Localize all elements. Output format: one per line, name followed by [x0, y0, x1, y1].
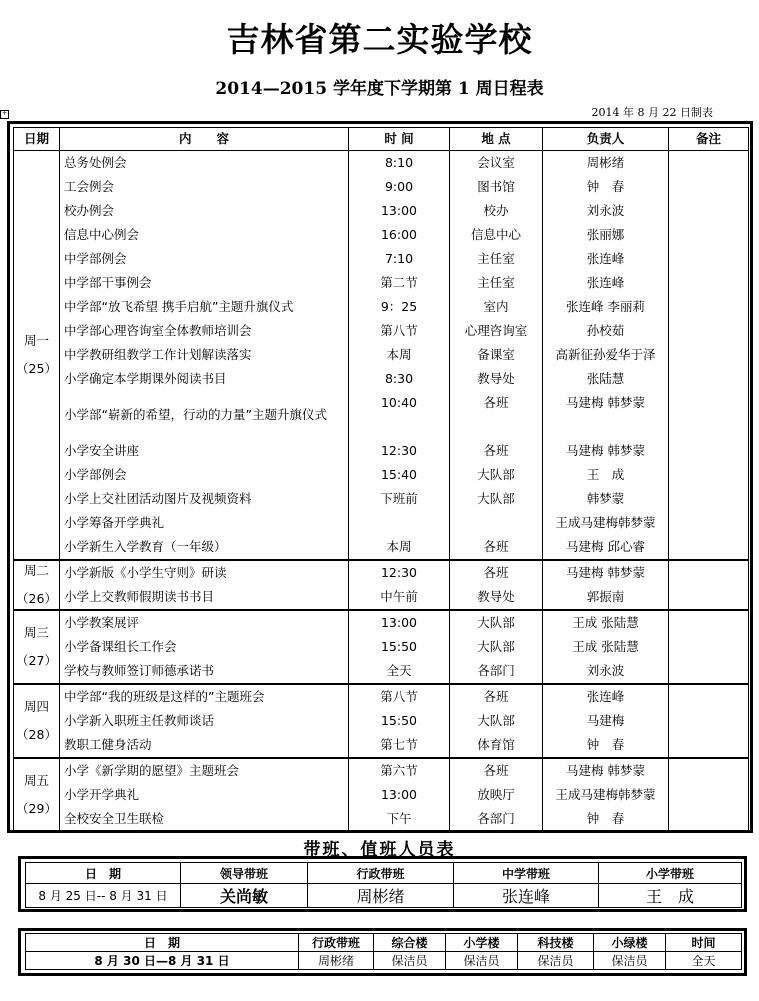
table-row [14, 319, 749, 343]
event-person: 王成马建梅韩梦蒙 [543, 783, 669, 807]
event-content: 校办例会 [60, 199, 349, 223]
schedule-table [13, 127, 749, 832]
event-note [669, 610, 749, 635]
event-content: 教职工健身活动 [60, 733, 349, 758]
table-row [14, 295, 749, 319]
duty-table2-header [26, 934, 742, 952]
duty2-header-date: 日 期 [26, 934, 299, 952]
event-time: 下班前 [349, 487, 450, 511]
col-header-person: 负责人 [543, 128, 669, 151]
event-place: 备课室 [450, 343, 543, 367]
event-time: 12:30 [349, 439, 450, 463]
event-person: 刘永波 [543, 659, 669, 684]
event-content: 中学部“放飞希望 携手启航”主题升旗仪式 [60, 295, 349, 319]
event-person: 张丽娜 [543, 223, 669, 247]
event-note [669, 511, 749, 535]
event-content: 小学上交社团活动图片及视频资料 [60, 487, 349, 511]
day-date: （26） [16, 591, 57, 606]
event-note [669, 439, 749, 463]
event-content: 小学开学典礼 [60, 783, 349, 807]
table-row [14, 439, 749, 463]
event-note [669, 271, 749, 295]
event-place: 体育馆 [450, 733, 543, 758]
day-cell [14, 151, 60, 561]
event-time: 15:50 [349, 635, 450, 659]
duty-table1-row [26, 884, 742, 908]
event-person: 张连峰 [543, 271, 669, 295]
event-time: 10:40 [349, 391, 450, 439]
event-content: 小学教案展评 [60, 610, 349, 635]
table-row [14, 367, 749, 391]
duty2-header-complex: 综合楼 [374, 934, 446, 952]
event-place: 主任室 [450, 271, 543, 295]
event-note [669, 463, 749, 487]
event-place: 大队部 [450, 463, 543, 487]
table-row [14, 635, 749, 659]
event-place: 会议室 [450, 151, 543, 176]
day-date: （28） [16, 727, 57, 742]
event-note [669, 733, 749, 758]
col-header-content: 内 容 [60, 128, 349, 151]
event-note [669, 367, 749, 391]
event-note [669, 487, 749, 511]
table-row [14, 709, 749, 733]
duty1-header-leader: 领导带班 [181, 863, 308, 884]
event-note [669, 343, 749, 367]
event-content: 小学安全讲座 [60, 439, 349, 463]
event-content: 学校与教师签订师德承诺书 [60, 659, 349, 684]
event-place: 各班 [450, 535, 543, 560]
event-content: 小学新版《小学生守则》研读 [60, 560, 349, 585]
table-row [14, 659, 749, 684]
duty2-date: 8 月 30 日—8 月 31 日 [26, 952, 299, 970]
day-label: 周四 [23, 699, 49, 714]
duty2-primary-bldg: 保洁员 [446, 952, 518, 970]
event-person: 郭振南 [543, 585, 669, 610]
duty-table-cleaning [25, 933, 742, 970]
event-person: 高新征孙爱华于泽 [543, 343, 669, 367]
table-row [14, 733, 749, 758]
event-person: 王成 张陆慧 [543, 610, 669, 635]
duty1-date: 8 月 25 日-- 8 月 31 日 [26, 884, 181, 908]
table-row [14, 684, 749, 709]
schedule-header-row [14, 128, 749, 151]
event-time: 第八节 [349, 684, 450, 709]
event-note [669, 758, 749, 783]
table-row [14, 807, 749, 832]
event-place: 大队部 [450, 709, 543, 733]
table-row [14, 199, 749, 223]
event-time: 7:10 [349, 247, 450, 271]
table-row [14, 223, 749, 247]
day-date: （27） [16, 653, 57, 668]
table-row [14, 585, 749, 610]
duty1-admin: 周彬绪 [308, 884, 454, 908]
event-note [669, 151, 749, 176]
event-person: 钟 春 [543, 175, 669, 199]
duty-table1-header [26, 863, 742, 884]
event-time: 9：25 [349, 295, 450, 319]
event-place: 各班 [450, 684, 543, 709]
event-note [669, 199, 749, 223]
event-place: 各部门 [450, 807, 543, 832]
table-row [14, 247, 749, 271]
event-content: 小学《新学期的愿望》主题班会 [60, 758, 349, 783]
event-place: 信息中心 [450, 223, 543, 247]
event-place: 校办 [450, 199, 543, 223]
event-content: 中学教研组教学工作计划解读落实 [60, 343, 349, 367]
duty2-green-bldg: 保洁员 [594, 952, 666, 970]
duty1-middle: 张连峰 [454, 884, 599, 908]
duty2-time: 全天 [666, 952, 742, 970]
duty-table-leaders [25, 862, 742, 908]
event-person: 张连峰 [543, 684, 669, 709]
event-time: 第八节 [349, 319, 450, 343]
event-person: 张连峰 [543, 247, 669, 271]
page-subtitle: 2014—2015 学年度下学期第 1 周日程表 [215, 79, 544, 99]
table-row [14, 463, 749, 487]
event-place: 各班 [450, 439, 543, 463]
day-cell [14, 684, 60, 758]
event-note [669, 684, 749, 709]
event-note [669, 709, 749, 733]
day-label: 周一 [23, 333, 49, 348]
event-person: 王成 张陆慧 [543, 635, 669, 659]
event-content: 小学新生入学教育（一年级） [60, 535, 349, 560]
duty-table2-row [26, 952, 742, 970]
event-place: 各部门 [450, 659, 543, 684]
event-place: 各班 [450, 391, 543, 439]
col-header-place: 地 点 [450, 128, 543, 151]
day-cell [14, 610, 60, 684]
event-time: 13:00 [349, 610, 450, 635]
event-note [669, 585, 749, 610]
event-note [669, 319, 749, 343]
duty2-tech-bldg: 保洁员 [518, 952, 594, 970]
duty2-header-admin: 行政带班 [299, 934, 374, 952]
event-content: 小学上交教师假期读书书目 [60, 585, 349, 610]
event-place: 大队部 [450, 635, 543, 659]
table-row [14, 175, 749, 199]
day-cell [14, 758, 60, 832]
duty1-header-admin: 行政带班 [308, 863, 454, 884]
event-note [669, 391, 749, 439]
event-content: 总务处例会 [60, 151, 349, 176]
event-time: 15:40 [349, 463, 450, 487]
day-label: 周二 [23, 563, 49, 578]
event-time: 15:50 [349, 709, 450, 733]
event-time: 本周 [349, 535, 450, 560]
made-date: 2014 年 8 月 22 日制表 [591, 106, 713, 119]
event-note [669, 247, 749, 271]
event-content: 信息中心例会 [60, 223, 349, 247]
event-note [669, 175, 749, 199]
duty2-header-green-bldg: 小绿楼 [594, 934, 666, 952]
event-content: 全校安全卫生联检 [60, 807, 349, 832]
page-title: 吉林省第二实验学校 [226, 20, 533, 59]
table-row [14, 151, 749, 176]
table-row [14, 535, 749, 560]
event-time: 第二节 [349, 271, 450, 295]
event-time: 13:00 [349, 783, 450, 807]
day-label: 周五 [23, 773, 49, 789]
event-person: 刘永波 [543, 199, 669, 223]
col-header-date: 日期 [14, 128, 60, 151]
event-person: 钟 春 [543, 733, 669, 758]
event-person: 韩梦蒙 [543, 487, 669, 511]
table-row [14, 271, 749, 295]
table-anchor-icon[interactable]: + [1, 110, 8, 117]
duty1-header-date: 日 期 [26, 863, 181, 884]
duty2-header-primary-bldg: 小学楼 [446, 934, 518, 952]
event-place: 室内 [450, 295, 543, 319]
duty2-complex: 保洁员 [374, 952, 446, 970]
event-time: 第七节 [349, 733, 450, 758]
event-place: 主任室 [450, 247, 543, 271]
event-content: 中学部心理咨询室全体教师培训会 [60, 319, 349, 343]
event-place [450, 511, 543, 535]
event-place: 心理咨询室 [450, 319, 543, 343]
event-place: 教导处 [450, 585, 543, 610]
event-note [669, 223, 749, 247]
event-time: 9:00 [349, 175, 450, 199]
event-place: 图书馆 [450, 175, 543, 199]
event-time [349, 511, 450, 535]
event-person: 孙校茹 [543, 319, 669, 343]
table-row [14, 391, 749, 439]
event-time: 下午 [349, 807, 450, 832]
event-time: 16:00 [349, 223, 450, 247]
event-place: 教导处 [450, 367, 543, 391]
day-date: （25） [16, 361, 57, 376]
event-time: 8:10 [349, 151, 450, 176]
event-note [669, 807, 749, 832]
duty2-header-time: 时间 [666, 934, 742, 952]
event-time: 8:30 [349, 367, 450, 391]
event-place: 大队部 [450, 487, 543, 511]
duty1-header-middle: 中学带班 [454, 863, 599, 884]
duty2-header-tech-bldg: 科技楼 [518, 934, 594, 952]
event-content: 中学部例会 [60, 247, 349, 271]
event-person: 马建梅 邱心睿 [543, 535, 669, 560]
event-note [669, 659, 749, 684]
event-person: 张陆慧 [543, 367, 669, 391]
event-person: 马建梅 [543, 709, 669, 733]
event-content: 小学备课组长工作会 [60, 635, 349, 659]
event-note [669, 783, 749, 807]
event-person: 王 成 [543, 463, 669, 487]
col-header-note: 备注 [669, 128, 749, 151]
event-content: 小学部例会 [60, 463, 349, 487]
event-place: 放映厅 [450, 783, 543, 807]
duty1-header-primary: 小学带班 [599, 863, 742, 884]
event-content: 工会例会 [60, 175, 349, 199]
event-time: 第六节 [349, 758, 450, 783]
event-note [669, 535, 749, 560]
day-date: （29） [16, 801, 57, 817]
event-time: 全天 [349, 659, 450, 684]
event-place: 大队部 [450, 610, 543, 635]
event-time: 12:30 [349, 560, 450, 585]
event-note [669, 295, 749, 319]
event-time: 13:00 [349, 199, 450, 223]
event-person: 张连峰 李丽莉 [543, 295, 669, 319]
event-content: 小学新入职班主任教师谈话 [60, 709, 349, 733]
table-row [14, 487, 749, 511]
event-time: 中午前 [349, 585, 450, 610]
day-label: 周三 [23, 625, 49, 640]
event-person: 周彬绪 [543, 151, 669, 176]
event-person: 马建梅 韩梦蒙 [543, 560, 669, 585]
event-place: 各班 [450, 560, 543, 585]
event-place: 各班 [450, 758, 543, 783]
event-person: 马建梅 韩梦蒙 [543, 439, 669, 463]
table-row [14, 610, 749, 635]
event-content: 中学部干事例会 [60, 271, 349, 295]
event-content: 小学部“崭新的希望，行动的力量”主题升旗仪式 [60, 391, 349, 439]
event-note [669, 635, 749, 659]
table-row [14, 783, 749, 807]
event-note [669, 560, 749, 585]
event-person: 钟 春 [543, 807, 669, 832]
table-row [14, 560, 749, 585]
duty2-admin: 周彬绪 [299, 952, 374, 970]
day-cell [14, 560, 60, 610]
col-header-time: 时 间 [349, 128, 450, 151]
event-time: 本周 [349, 343, 450, 367]
table-row [14, 511, 749, 535]
event-content: 中学部“我的班级是这样的”主题班会 [60, 684, 349, 709]
duty1-leader: 关尚敏 [181, 884, 308, 908]
table-row [14, 758, 749, 783]
duty1-primary: 王 成 [599, 884, 742, 908]
event-person: 马建梅 韩梦蒙 [543, 758, 669, 783]
event-content: 小学确定本学期课外阅读书目 [60, 367, 349, 391]
event-person: 马建梅 韩梦蒙 [543, 391, 669, 439]
event-person: 王成马建梅韩梦蒙 [543, 511, 669, 535]
event-content: 小学筹备开学典礼 [60, 511, 349, 535]
table-row [14, 343, 749, 367]
duty-title: 带班、值班人员表 [303, 840, 456, 860]
